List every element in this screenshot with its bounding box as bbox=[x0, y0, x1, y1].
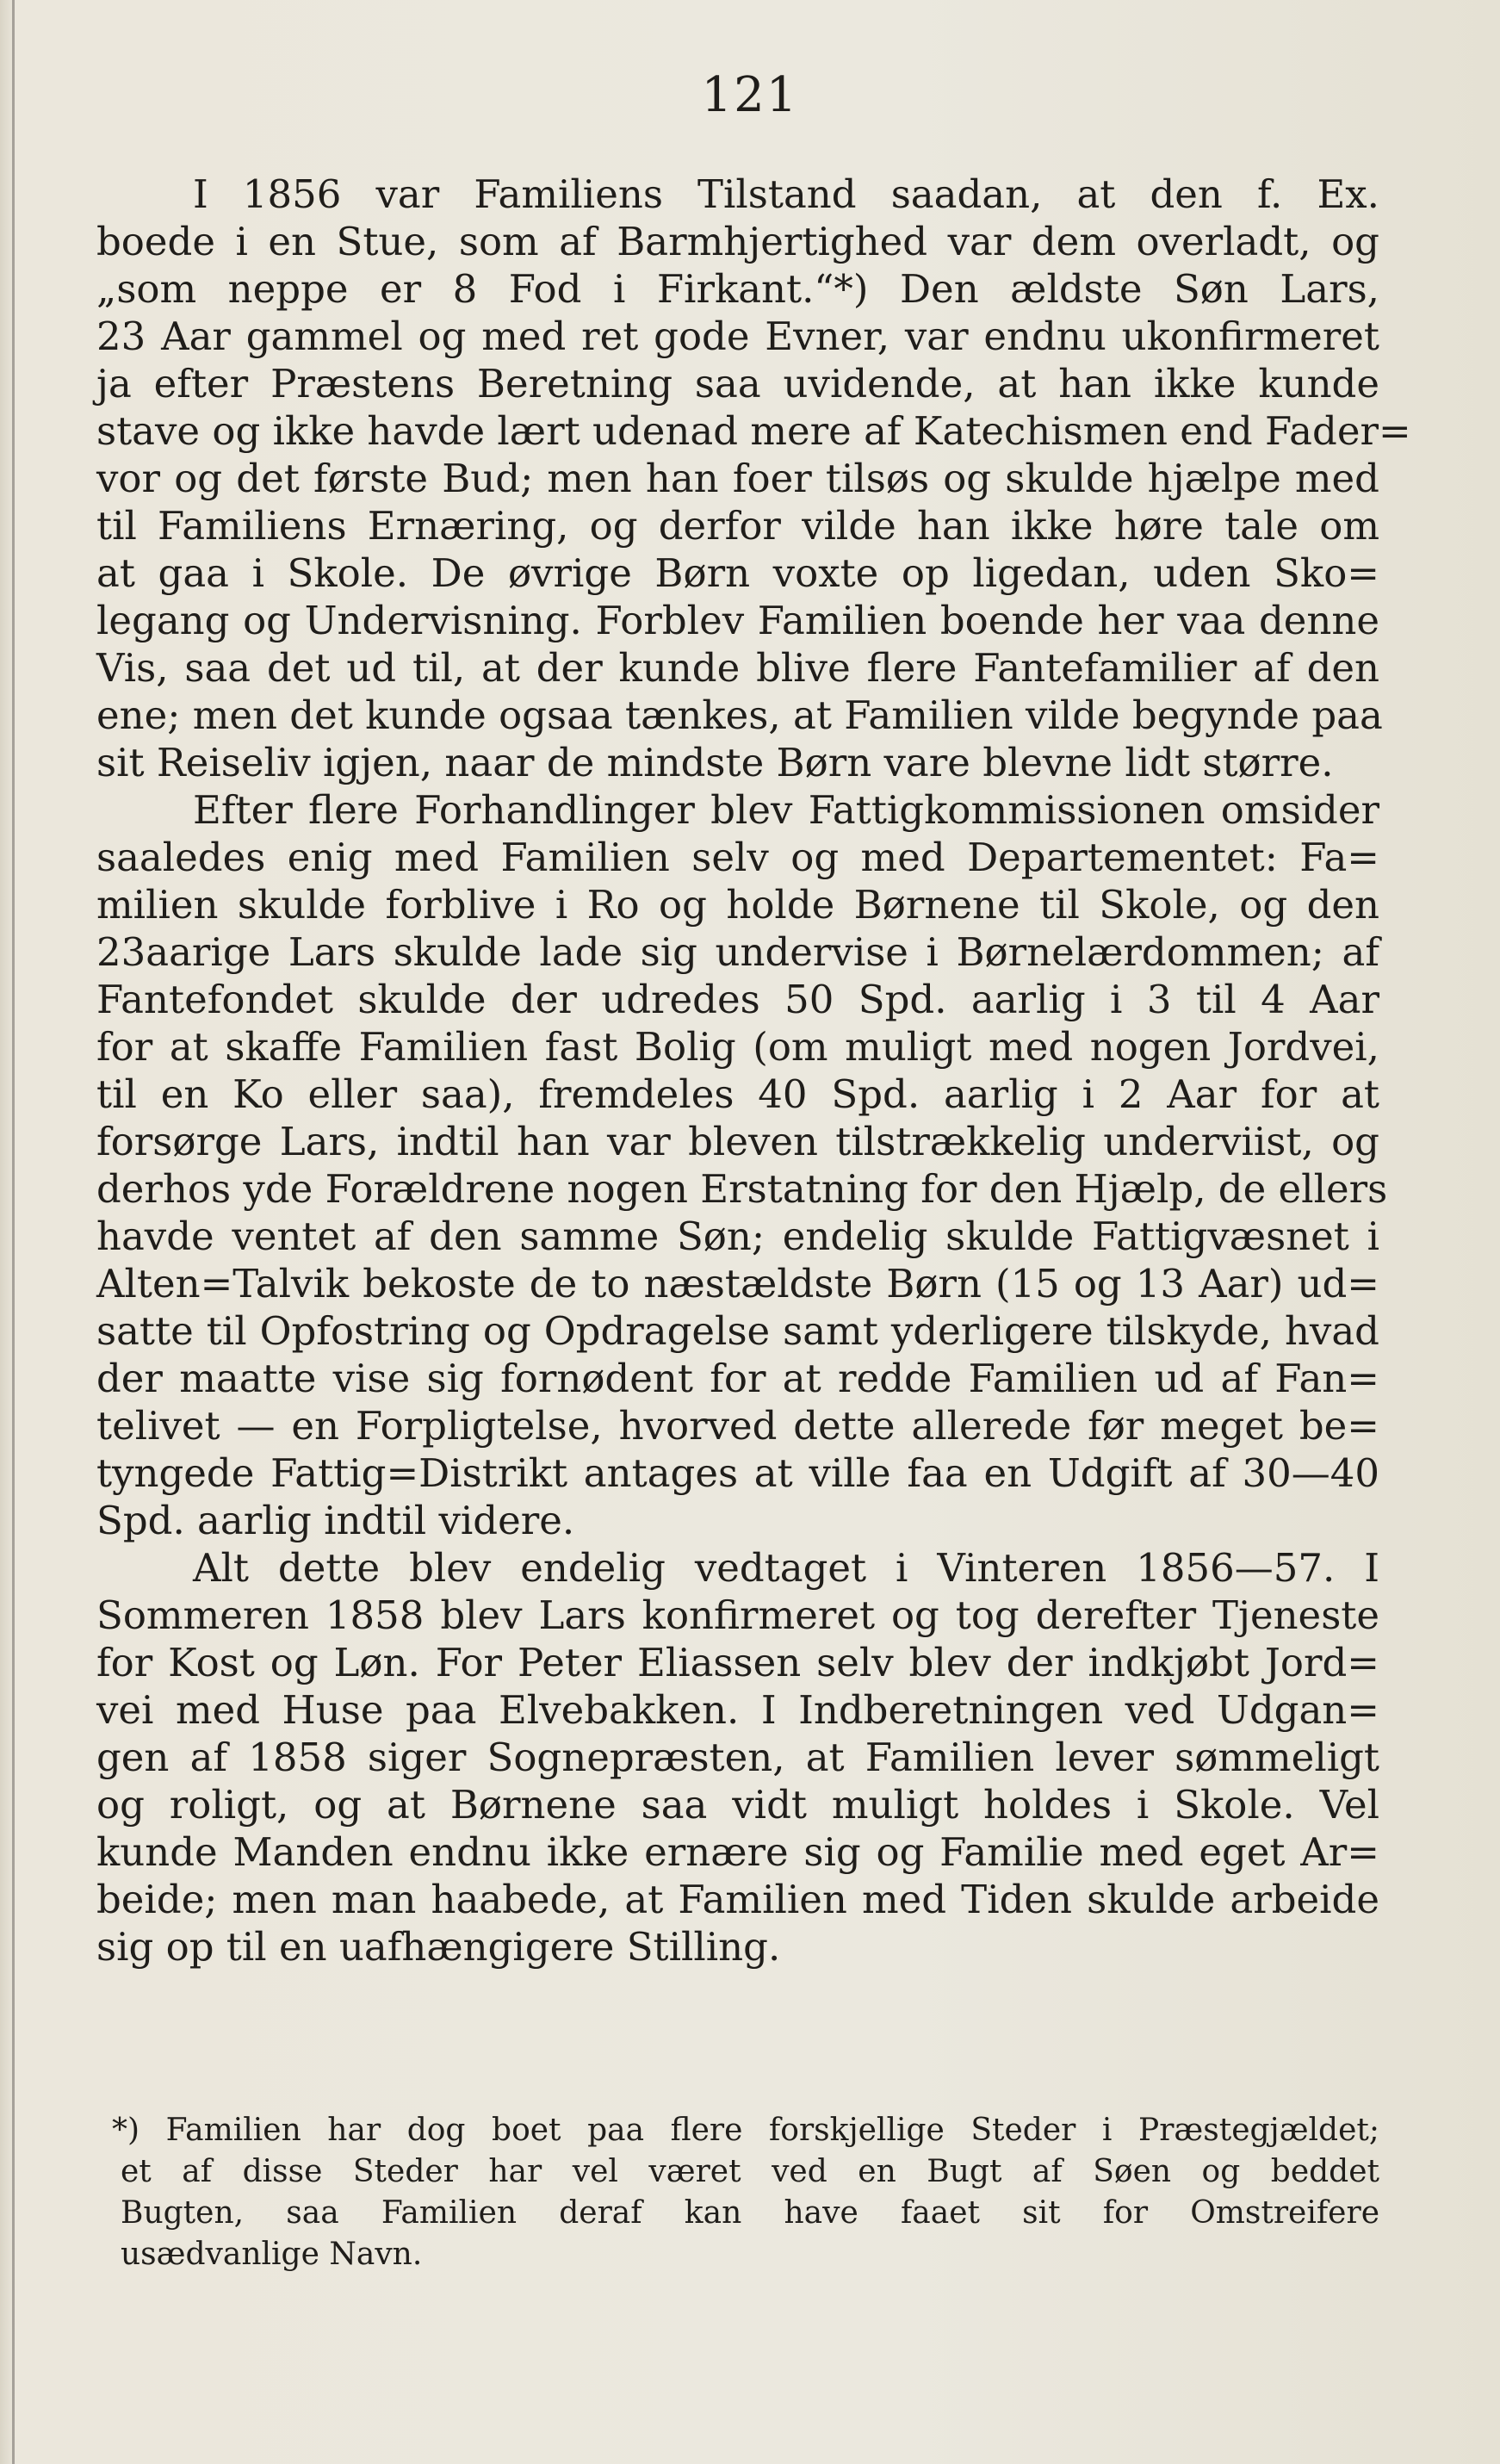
text-line: 23 Aar gammel og med ret gode Evner, var endnu ukonfirmeret bbox=[96, 313, 1379, 359]
text-line: beide; men man haabede, at Familien med Tiden skulde arbeide bbox=[96, 1877, 1379, 1922]
text-line: for Kost og Løn. For Peter Eliassen selv blev der indkjøbt Jord= bbox=[96, 1640, 1379, 1685]
text-line: I 1856 var Familiens Tilstand saadan, at den f. Ex. bbox=[193, 171, 1379, 217]
footnote-line: usædvanlige Navn. bbox=[121, 2237, 423, 2272]
footnote-line: et af disse Steder har vel været ved en Bugt af Søen og beddet bbox=[121, 2154, 1379, 2189]
text-line: Spd. aarlig indtil videre. bbox=[96, 1498, 575, 1543]
paragraph-3 bbox=[96, 1544, 1379, 1971]
text-line: Fantefondet skulde der udredes 50 Spd. aarlig i 3 til 4 Aar bbox=[96, 977, 1379, 1022]
text-line: ene; men det kunde ogsaa tænkes, at Familien vilde begynde paa bbox=[96, 692, 1383, 738]
text-line: og roligt, og at Børnene saa vidt muligt holdes i Skole. Vel bbox=[96, 1782, 1379, 1828]
footnote-line: Bugten, saa Familien deraf kan have faaet sit for Omstreifere bbox=[121, 2195, 1379, 2231]
binding-gutter-line bbox=[12, 0, 15, 2464]
text-line: saaledes enig med Familien selv og med Departementet: Fa= bbox=[96, 835, 1379, 880]
text-line: satte til Opfostring og Opdragelse samt yderligere tilskyde, hvad bbox=[96, 1308, 1379, 1354]
text-line: at gaa i Skole. De øvrige Børn voxte op ligedan, uden Sko= bbox=[96, 550, 1379, 596]
text-line: derhos yde Forældrene nogen Erstatning for den Hjælp, de ellers bbox=[96, 1166, 1388, 1212]
text-line: telivet — en Forpligtelse, hvorved dette allerede før meget be= bbox=[96, 1403, 1379, 1449]
text-line: havde ventet af den samme Søn; endelig skulde Fattigvæsnet i bbox=[96, 1213, 1379, 1259]
text-line: 23aarige Lars skulde lade sig undervise i Børnelærdommen; af bbox=[96, 929, 1379, 975]
page-number: 121 bbox=[701, 67, 799, 123]
text-line: forsørge Lars, indtil han var bleven tilstrækkelig underviist, og bbox=[96, 1119, 1379, 1164]
text-line: Efter flere Forhandlinger blev Fattigkommissionen omsider bbox=[193, 787, 1379, 833]
text-line: til en Ko eller saa), fremdeles 40 Spd. aarlig i 2 Aar for at bbox=[96, 1071, 1379, 1117]
text-line: boede i en Stue, som af Barmhjertighed var dem overladt, og bbox=[96, 219, 1379, 264]
text-line: for at skaffe Familien fast Bolig (om muligt med nogen Jordvei, bbox=[96, 1024, 1379, 1070]
text-line: stave og ikke havde lært udenad mere af Katechismen end Fader= bbox=[96, 408, 1411, 454]
text-line: legang og Undervisning. Forblev Familien boende her vaa denne bbox=[96, 598, 1379, 643]
text-line: milien skulde forblive i Ro og holde Børnene til Skole, og den bbox=[96, 882, 1379, 928]
text-line: sig op til en uafhængigere Stilling. bbox=[96, 1924, 781, 1970]
text-line: til Familiens Ernæring, og derfor vilde han ikke høre tale om bbox=[96, 503, 1379, 549]
text-line: Alten=Talvik bekoste de to næstældste Børn (15 og 13 Aar) ud= bbox=[96, 1261, 1379, 1306]
text-line: Sommeren 1858 blev Lars konfirmeret og tog derefter Tjeneste bbox=[96, 1592, 1379, 1638]
text-line: vei med Huse paa Elvebakken. I Indberetningen ved Udgan= bbox=[96, 1687, 1379, 1733]
text-line: Alt dette blev endelig vedtaget i Vinteren 1856—57. I bbox=[193, 1545, 1379, 1591]
paragraph-1 bbox=[96, 171, 1411, 786]
text-line: vor og det første Bud; men han foer tilsøs og skulde hjælpe med bbox=[96, 456, 1379, 501]
text-line: gen af 1858 siger Sognepræsten, at Familien lever sømmeligt bbox=[96, 1735, 1379, 1780]
text-line: der maatte vise sig fornødent for at redde Familien ud af Fan= bbox=[96, 1356, 1379, 1401]
text-line: „som neppe er 8 Fod i Firkant.“*) Den ældste Søn Lars, bbox=[96, 266, 1379, 312]
text-line: tyngede Fattig=Distrikt antages at ville faa en Udgift af 30—40 bbox=[96, 1450, 1379, 1496]
text-line: sit Reiseliv igjen, naar de mindste Børn vare blevne lidt større. bbox=[96, 740, 1334, 785]
footnote bbox=[112, 2110, 1379, 2275]
text-line: kunde Manden endnu ikke ernære sig og Familie med eget Ar= bbox=[96, 1829, 1379, 1875]
paragraph-2 bbox=[96, 786, 1388, 1544]
footnote-line: *) Familien har dog boet paa flere forskjellige Steder i Præstegjældet; bbox=[112, 2113, 1379, 2148]
text-line: ja efter Præstens Beretning saa uvidende, at han ikke kunde bbox=[96, 361, 1379, 407]
text-line: Vis, saa det ud til, at der kunde blive flere Fantefamilier af den bbox=[96, 645, 1379, 691]
body-text bbox=[96, 171, 1411, 1971]
